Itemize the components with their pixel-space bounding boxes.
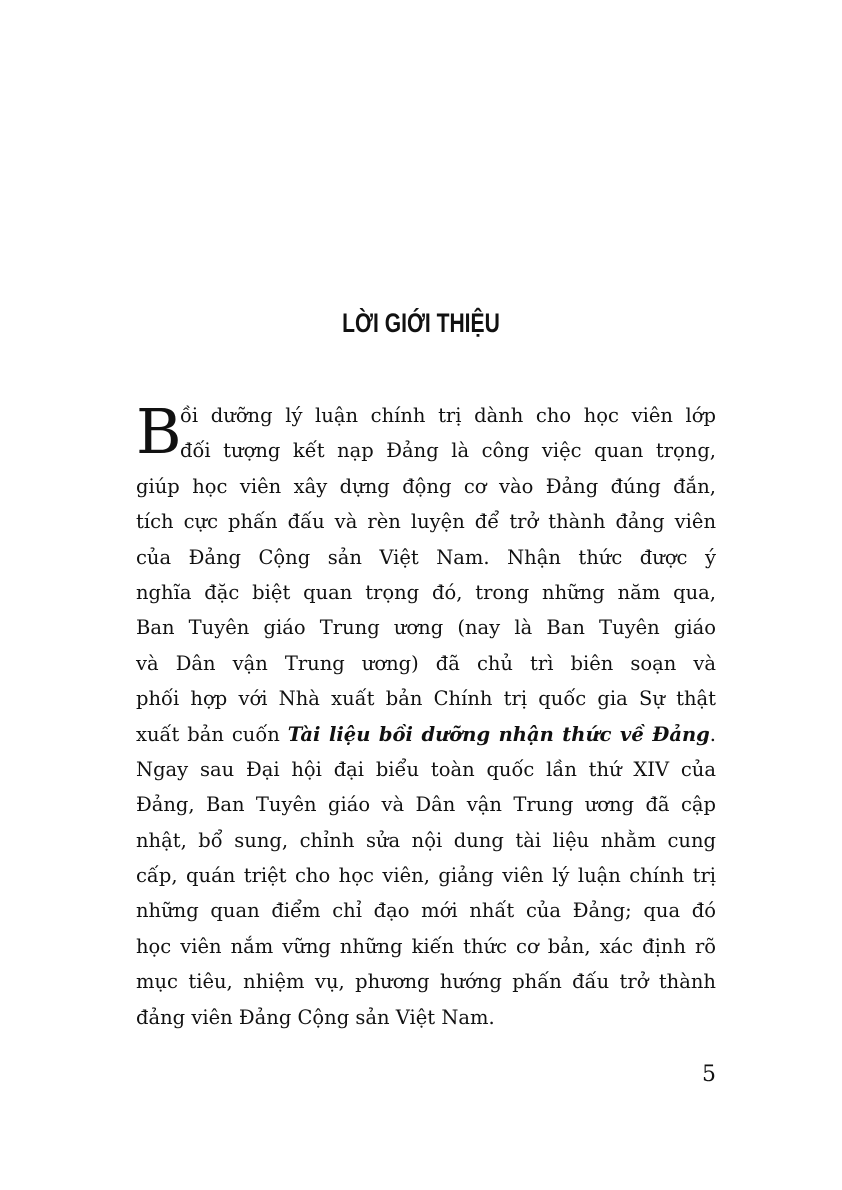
body-line: Ngay sau Đại hội đại biểu toàn quốc lần thứ XIV của (136, 757, 716, 781)
body-line: cấp, quán triệt cho học viên, giảng viên lý luận chính trị (136, 864, 716, 888)
body-line: mục tiêu, nhiệm vụ, phương hướng phấn đấu trở thành (136, 970, 716, 994)
page-number: 5 (702, 1062, 716, 1087)
body-line-last: đảng viên Đảng Cộng sản Việt Nam. (136, 1005, 495, 1029)
body-line: ồi dưỡng lý luận chính trị dành cho học viên lớp (180, 404, 716, 427)
body-line: nhật, bổ sung, chỉnh sửa nội dung tài liệu nhằm cung (136, 828, 716, 852)
book-title-emphasis: Tài liệu bồi dưỡng nhận thức về Đảng (287, 722, 710, 746)
body-line: giúp học viên xây dựng động cơ vào Đảng đúng đắn, (136, 474, 716, 498)
body-line-book-reference (136, 717, 716, 752)
page-title: LỜI GIỚI THIỆU (342, 308, 500, 338)
drop-cap: B (136, 395, 182, 468)
introduction-body (136, 395, 716, 1035)
body-line: Đảng, Ban Tuyên giáo và Dân vận Trung ương đã cập (136, 793, 716, 817)
body-line: nghĩa đặc biệt quan trọng đó, trong những năm qua, (136, 580, 716, 604)
body-line: tích cực phấn đấu và rèn luyện để trở thành đảng viên (136, 510, 716, 534)
body-line: đối tượng kết nạp Đảng là công việc quan trọng, (180, 439, 716, 463)
body-line: phối hợp với Nhà xuất bản Chính trị quốc gia Sự thật (136, 687, 716, 711)
body-line: của Đảng Cộng sản Việt Nam. Nhận thức được ý (136, 545, 716, 569)
book-reference-prefix: xuất bản cuốn (136, 722, 288, 746)
body-line: Ban Tuyên giáo Trung ương (nay là Ban Tuyên giáo (136, 616, 716, 640)
body-line: học viên nắm vững những kiến thức cơ bản, xác định rõ (136, 934, 716, 958)
book-reference-suffix: . (709, 722, 716, 746)
body-line: những quan điểm chỉ đạo mới nhất của Đảng; qua đó (136, 899, 716, 923)
body-line: và Dân vận Trung ương) đã chủ trì biên soạn và (136, 651, 716, 675)
